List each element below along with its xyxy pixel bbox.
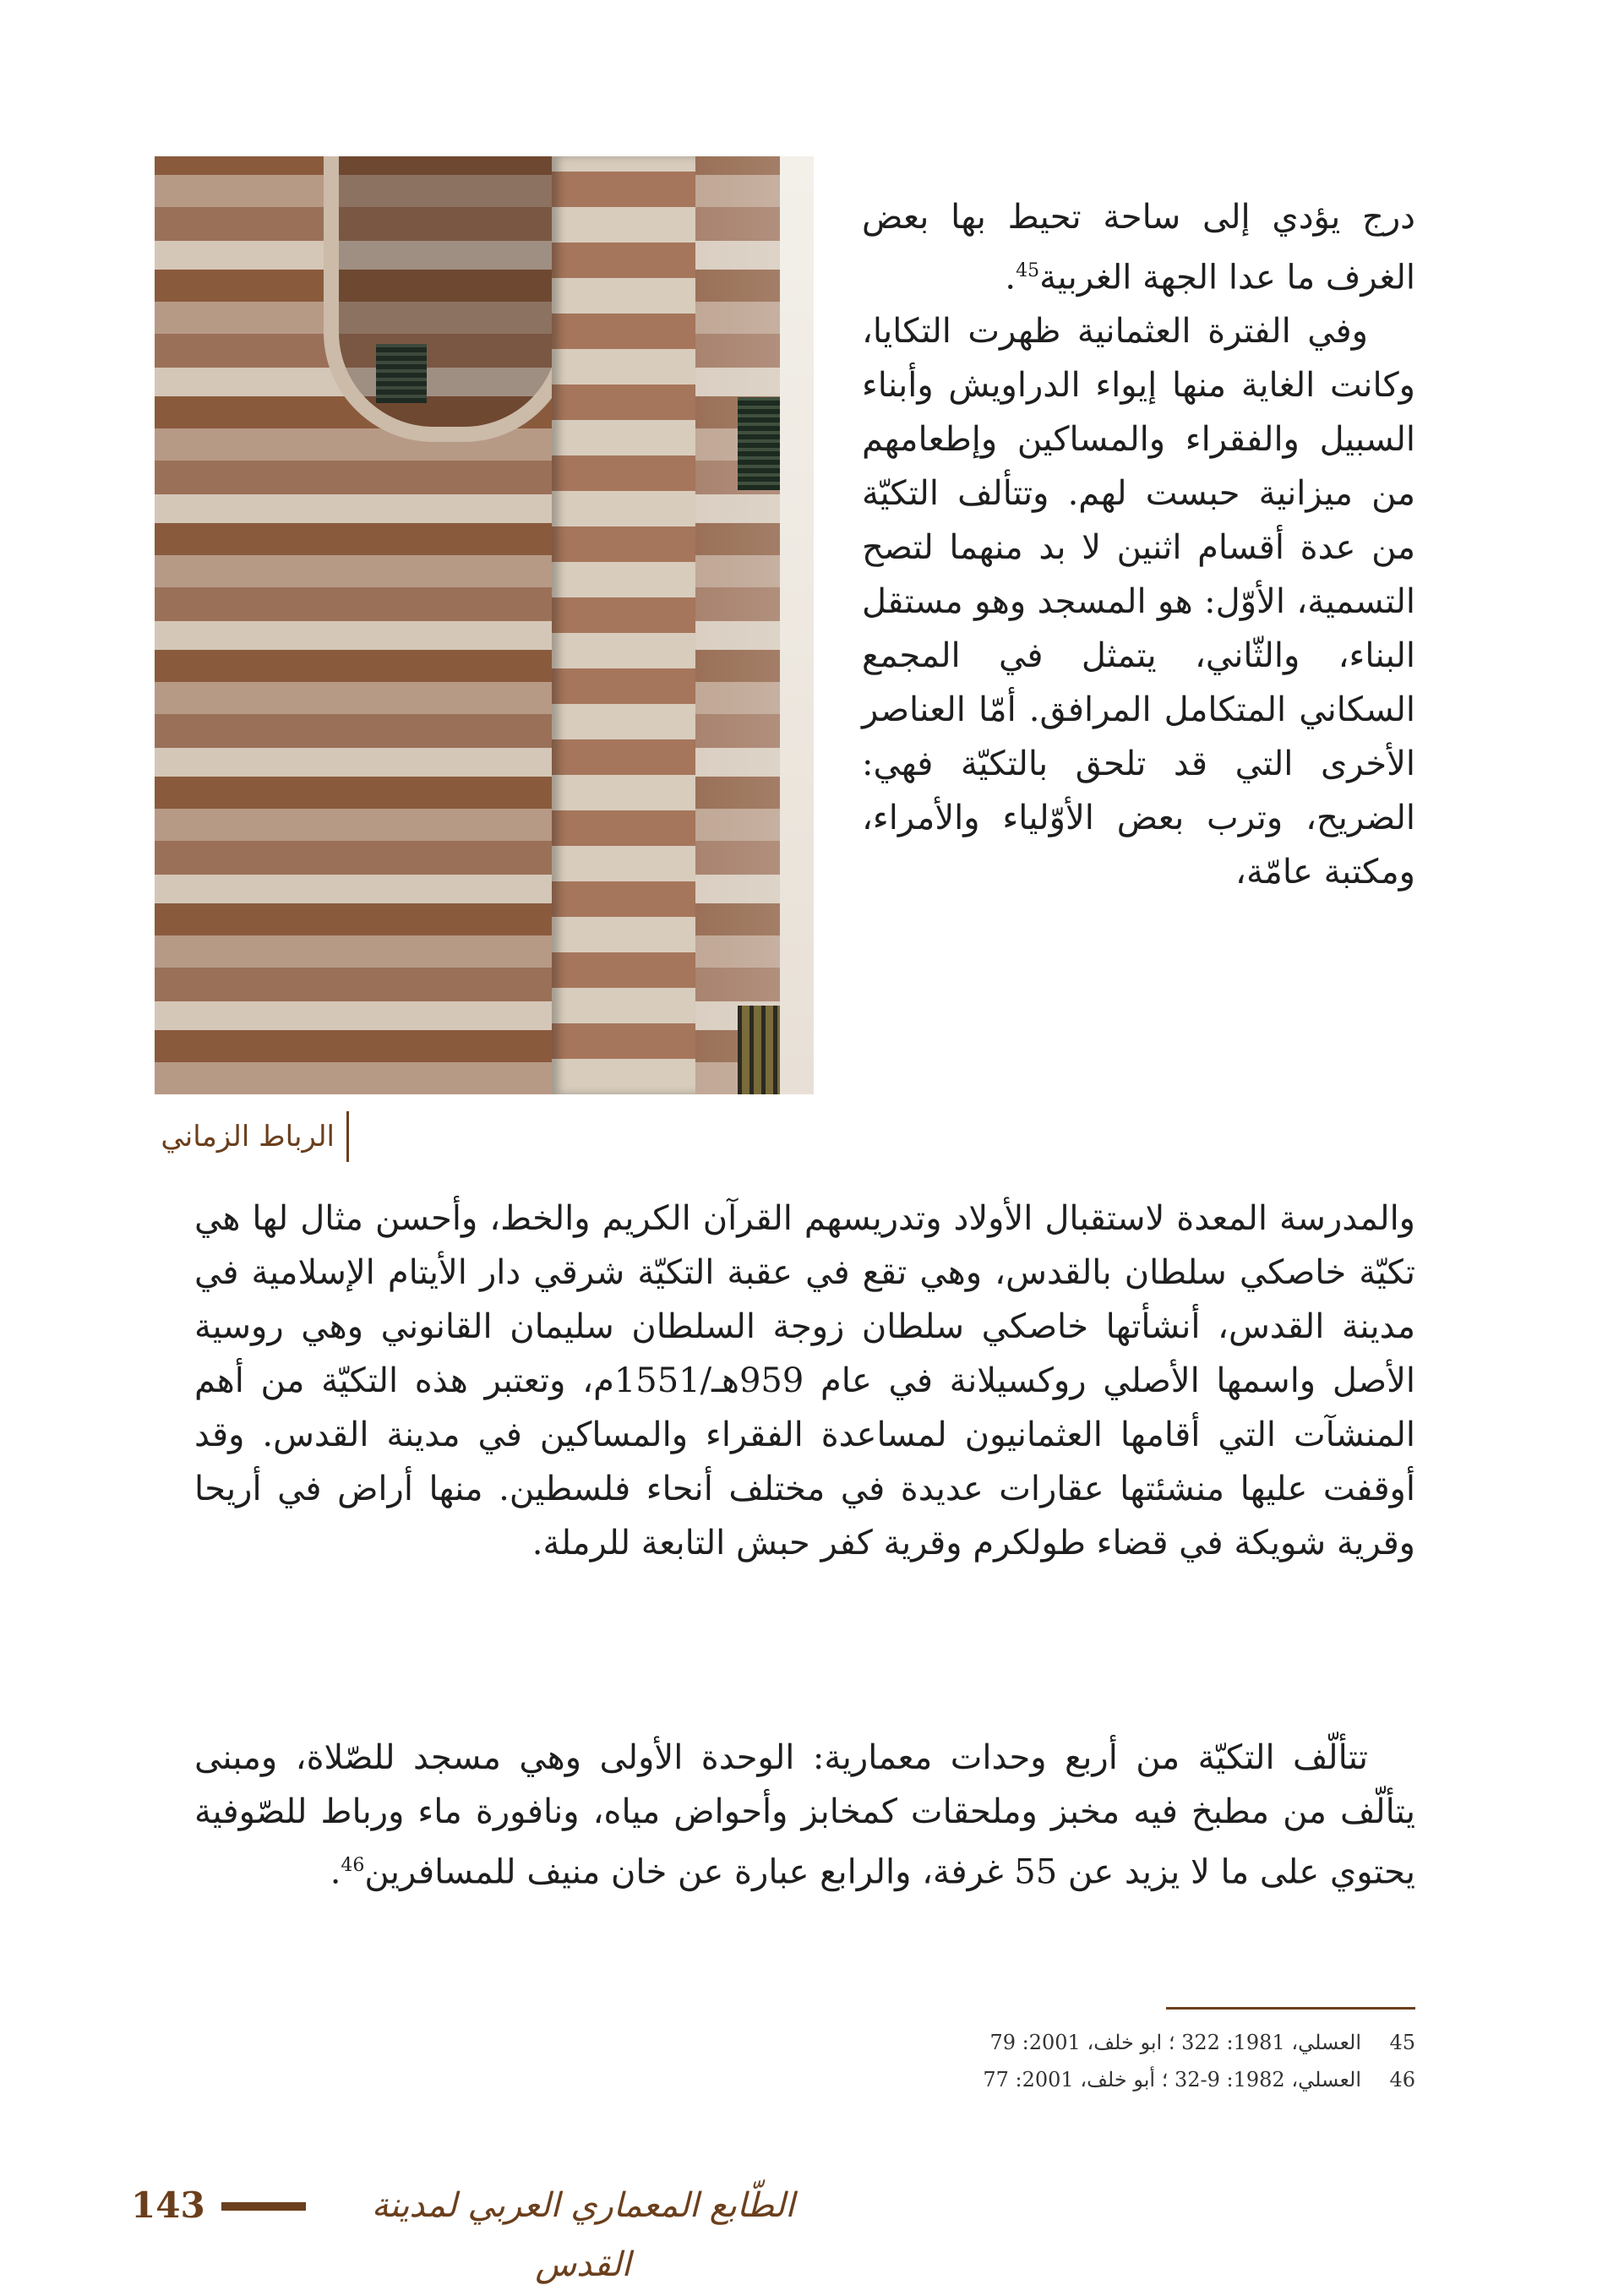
- full-width-text: [194, 1192, 1415, 1570]
- window: [376, 344, 427, 403]
- sky: [780, 156, 814, 1094]
- book-title: الطّابع المعماري العربي لمدينة القدس: [371, 2186, 795, 2284]
- paragraph: درج يؤدي إلى ساحة تحيط بها بعض الغرف ما عدا الجهة الغربية$^{45}$.: [862, 198, 1415, 297]
- footer-bar: [221, 2202, 306, 2211]
- paragraph: تتألّف التكيّة من أربع وحدات معمارية: الوحدة الأولى وهي مسجد للصّلاة، ومبنى يتألّف من مطبخ فيه مخبز وملحقات كمخابز وأحواض مياه، ونافورة ماء ورباط للصّوفية يحتوي على ما لا يزيد عن 55 غرفة، والرابع عبارة عن خان منيف للمسافرين$^{46}$.: [194, 1738, 1415, 1892]
- photo-caption: الرباط الزماني: [155, 1111, 349, 1162]
- paragraph: وفي الفترة العثمانية ظهرت التكايا، وكانت الغاية منها إيواء الدراويش وأبناء السبيل والفقراء والمساكين وإطعامهم من ميزانية حبست لهم. وتتألف التكيّة من عدة أقسام اثنين لا بد منهما لتصح التسمية، الأوّل: هو المسجد وهو مستقل البناء، والثّاني، يتمثل في المجمع السكاني المتكامل المرافق. أمّا العناصر الأخرى التي قد تلحق بالتكيّة فهي: الضريح، وترب بعض الأوّلياء والأمراء، ومكتبة عامّة،: [862, 312, 1415, 892]
- paragraph-2: [194, 1731, 1415, 1899]
- footnote-ref: 46: [341, 1855, 365, 1876]
- pillar: [552, 156, 695, 1094]
- footnotes: [845, 2024, 1415, 2098]
- paragraph: والمدرسة المعدة لاستقبال الأولاد وتدريسهم القرآن الكريم والخط، وأحسن مثال لها هي تكيّة خاصكي سلطان بالقدس، وهي تقع في عقبة التكيّة شرقي دار الأيتام الإسلامية في مدينة القدس، أنشأتها خاصكي سلطان زوجة السلطان سليمان القانوني وهي روسية الأصل واسمها الأصلي روكسيلانة في عام 959هـ/1551م، وتعتبر هذه التكيّة من أهم المنشآت التي أقامها العثمانيون لمساعدة الفقراء والمساكين في مدينة القدس. وقد أوقفت عليها منشئتها عقارات عديدة في مختلف أنحاء فلسطين. منها أراض في أريحا وقرية شويكة في قضاء طولكرم وقرية كفر حبش التابعة للرملة.: [194, 1199, 1416, 1562]
- arch: [324, 156, 574, 442]
- column-text: [862, 190, 1415, 899]
- footnote-ref: 45: [1016, 260, 1040, 281]
- building-photo: [155, 156, 814, 1094]
- footnote: 45 العسلي، 1981: 322 ؛ ابو خلف، 2001: 79: [989, 2031, 1415, 2054]
- page-number: 143: [131, 2184, 205, 2226]
- footnote-rule: [1166, 2007, 1415, 2010]
- footnote: 46 العسلي، 1982: 9-32 ؛ أبو خلف، 2001: 77: [983, 2068, 1415, 2091]
